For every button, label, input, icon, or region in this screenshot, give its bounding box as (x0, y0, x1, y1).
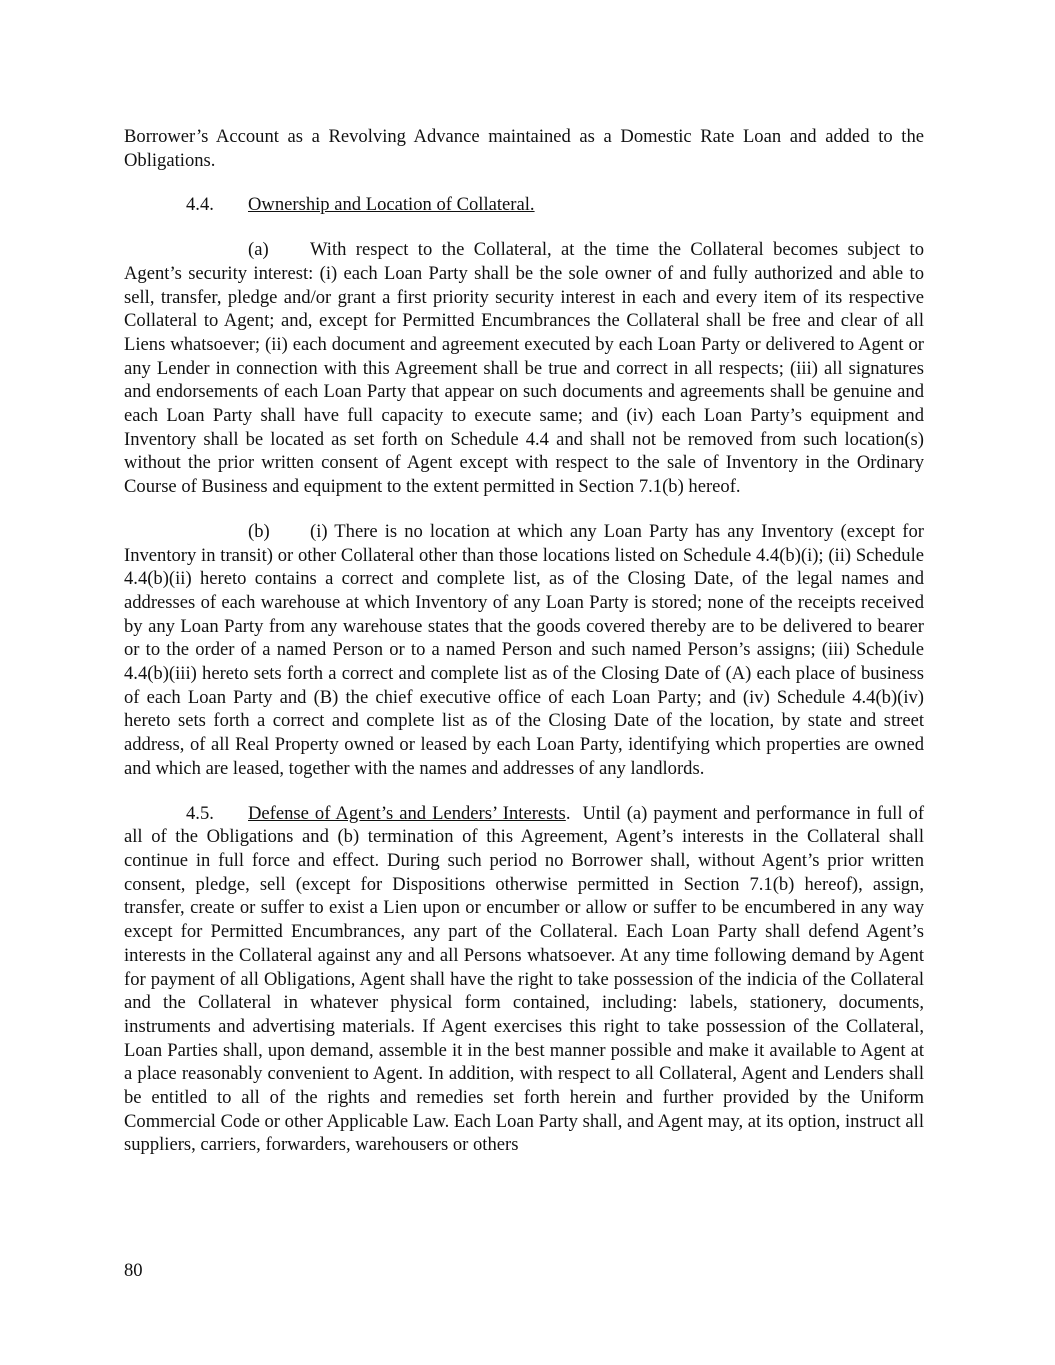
section-number: 4.5. (186, 802, 214, 824)
section-text: Until (a) payment and performance in full of all of the Obligations and (b) termination of this Agreement, Agent’s interests in the Collateral shall continue in full force and effect. During such period no Borrower shall, without Agent’s prior written consent, pledge, sell (except for Dispositions otherwise permitted in Section 7.1(b) hereof), assign, transfer, create or suffer to exist a Lien upon or encumber or allow or suffer to be encumbered in any way except for Permitted Encumbrances, any part of the Collateral. Each Loan Party shall defend Agent’s interests in the Collateral against any and all Persons whatsoever. At any time following demand by Agent for payment of all Obligations, Agent shall have the right to take possession of the indicia of the Collateral and the Collateral in whatever physical form contained, including: labels, stationery, documents, instruments and advertising materials. If Agent exercises this right to take possession of the Collateral, Loan Parties shall, upon demand, assemble it in the best manner possible and make it available to Agent at a place reasonably convenient to Agent. In addition, with respect to all Collateral, Agent and Lenders shall be entitled to all of the rights and remedies set forth herein and further provided by the Uniform Commercial Code or other Applicable Law. Each Loan Party shall, and Agent may, at its option, instruct all suppliers, carriers, forwarders, warehousers or others (124, 802, 925, 1156)
document-page (124, 125, 924, 1157)
paragraph-label: (b) (248, 520, 270, 542)
page-number: 80 (124, 1260, 143, 1281)
continuation-paragraph: Borrower’s Account as a Revolving Advance maintained as a Domestic Rate Loan and added to the Obligations. (124, 126, 924, 171)
section-title-punct: . (565, 802, 571, 824)
paragraph-label: (a) (248, 239, 269, 261)
paragraph-text: (i) There is no location at which any Loan Party has any Inventory (except for Inventory in transit) or other Collateral other than those locations listed on Schedule 4.4(b)(i); (ii) Schedule 4.4(b)(ii) hereto contains a correct and complete list, as of the Closing Date, of the legal names and addresses of each warehouse at which Inventory of any Loan Party is stored; none of the receipts received by any Loan Party from any warehouse states that the goods covered thereby are to be delivered to bearer or to the order of a named Person or to a named Person and such named Person’s assigns; (iii) Schedule 4.4(b)(iii) hereto sets forth a correct and complete list as of the Closing Date of (A) each place of business of each Loan Party and (B) the chief executive office of each Loan Party; and (iv) Schedule 4.4(b)(iv) hereto sets forth a correct and complete list as of the Closing Date of the location, by state and street address, of all Real Property owned or leased by each Loan Party, identifying which properties are owned and which are leased, together with the names and addresses of any landlords. (124, 520, 924, 779)
section-number: 4.4. (186, 194, 214, 216)
paragraph-4-4-a (124, 238, 924, 499)
paragraph-text: With respect to the Collateral, at the time the Collateral becomes subject to Agent’s security interest: (i) each Loan Party shall be the sole owner of and fully authorized and able to sell, transfer, pledge and/or grant a first priority security interest in each and every item of its respective Collateral to Agent; and, except for Permitted Encumbrances the Collateral shall be free and clear of all Liens whatsoever; (ii) each document and agreement executed by each Loan Party or delivered to Agent or any Lender in connection with this Agreement shall be true and correct in all respects; (iii) all signatures and endorsements of each Loan Party that appear on such documents and agreements shall be genuine and each Loan Party shall have full capacity to execute same; and (iv) each Loan Party’s equipment and Inventory shall be located as set forth on Schedule 4.4 and shall not be removed from such location(s) without the prior written consent of Agent except with respect to the sale of Inventory in the Ordinary Course of Business and equipment to the extent permitted in Section 7.1(b) hereof. (124, 239, 924, 498)
paragraph-4-4-b (124, 520, 924, 781)
section-title: Defense of Agent’s and Lenders’ Interests (248, 802, 566, 824)
section-4-5 (124, 802, 924, 1158)
section-4-4-heading (124, 193, 924, 217)
section-title: Ownership and Location of Collateral. (248, 194, 535, 216)
